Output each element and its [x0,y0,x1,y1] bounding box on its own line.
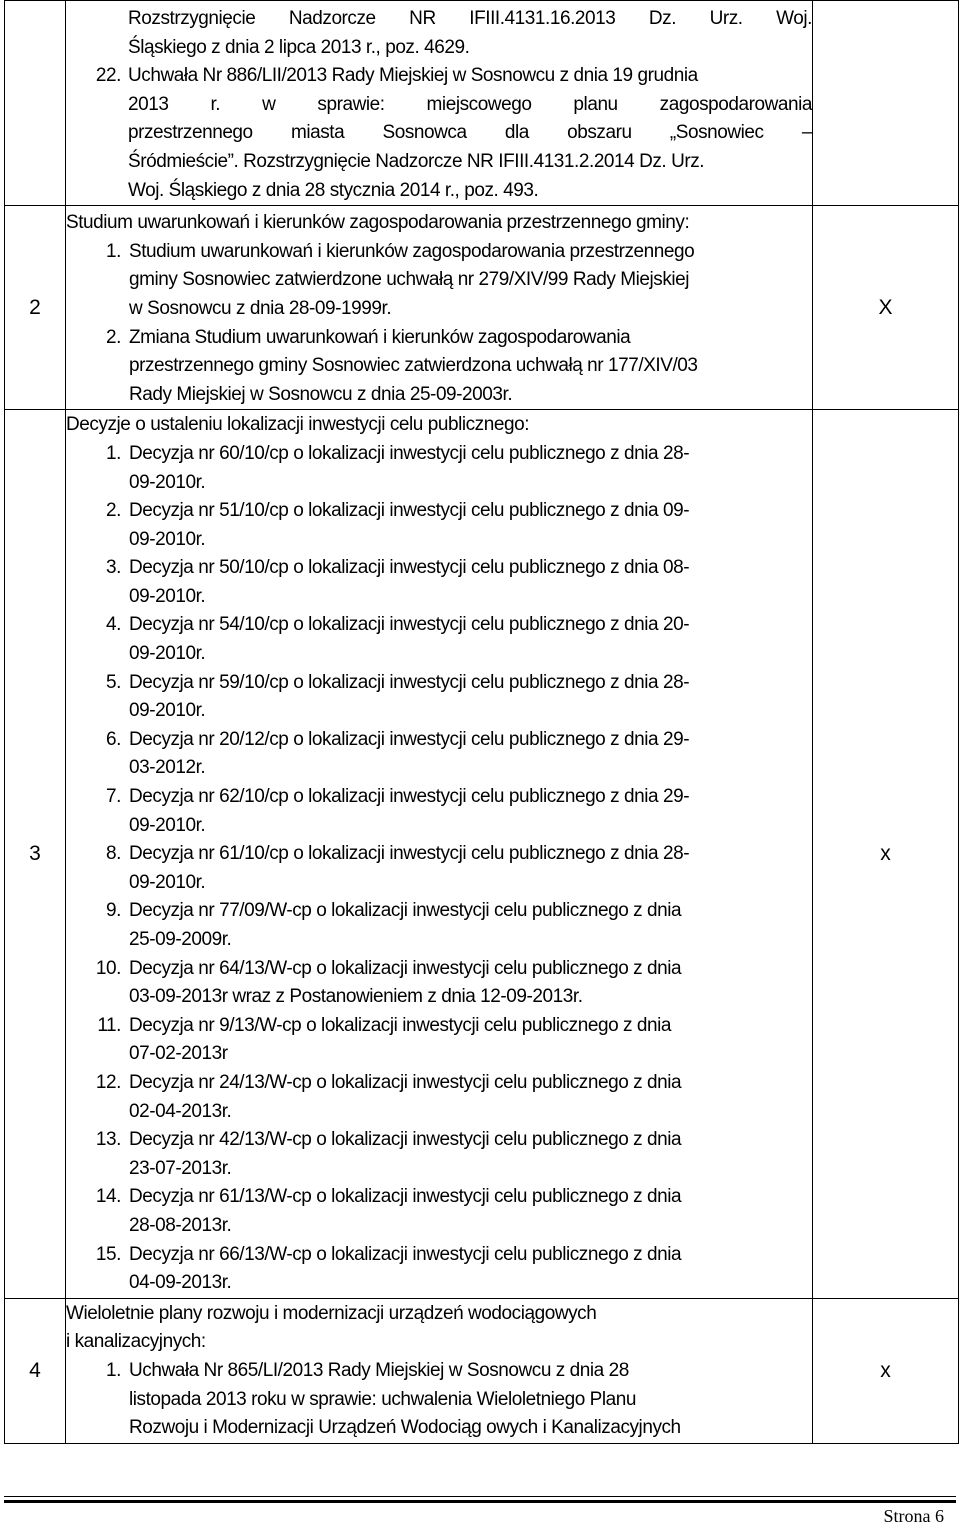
text-line: 09-2010r. [129,528,206,550]
text-line: przestrzennego gminy Sosnowiec zatwierdzona uchwałą nr 177/XIV/03 [129,355,698,377]
row-number-cell [5,1,66,206]
row-mark-cell [813,1,959,206]
table-row [5,1,959,206]
continuation-block [66,5,812,62]
list-item-number: 6. [106,728,121,750]
text-line: Rozstrzygnięcie Nadzorcze NR IFIII.4131.16.2013 Dz. Urz. Woj. [128,8,812,29]
list-item [66,62,812,91]
text-line: 03-2012r. [129,757,206,779]
list-item-text [129,440,812,497]
list-item-number: 2. [106,500,121,522]
table-row [5,1298,959,1443]
text-line: Decyzja nr 59/10/cp o lokalizacji inwestycji celu publicznego z dnia 28- [129,671,690,693]
list-item-number: 12. [95,1071,121,1093]
list-item-number: 10. [95,957,121,979]
list-item-number: 22. [95,65,121,87]
text-line: Uchwała Nr 886/LII/2013 Rady Miejskiej w Sosnowcu z dnia 19 grudnia [128,65,698,87]
text-line: 28-08-2013r. [129,1214,232,1236]
decisions-list [66,440,812,1298]
text-line: 23-07-2013r. [129,1157,232,1179]
text-line: Decyzja nr 42/13/W-cp o lokalizacji inwestycji celu publicznego z dnia [129,1129,682,1151]
list-item-number: 14. [95,1186,121,1208]
text-line: Woj. Śląskiego z dnia 28 stycznia 2014 r., poz. 493. [128,179,539,201]
text-line: Decyzja nr 54/10/cp o lokalizacji inwestycji celu publicznego z dnia 20- [129,614,690,636]
text-line: Rozwoju i Modernizacji Urządzeń Wodociąg owych i Kanalizacyjnych [129,1417,681,1439]
row-content-cell [66,1,813,206]
list-item [66,1012,812,1069]
list-item-continuation [66,91,812,205]
text-line: Wieloletnie plany rozwoju i modernizacji urządzeń wodociągowych [66,1302,597,1324]
row-mark-cell: X [813,206,959,410]
list-item [66,611,812,668]
text-line: Decyzja nr 9/13/W-cp o lokalizacji inwestycji celu publicznego z dnia [129,1014,672,1036]
text-line: Decyzja nr 77/09/W-cp o lokalizacji inwestycji celu publicznego z dnia [129,900,682,922]
text-line: Decyzja nr 50/10/cp o lokalizacji inwestycji celu publicznego z dnia 08- [129,557,690,579]
list-item-number: 1. [106,240,121,262]
page-number: Strona 6 [883,1506,944,1526]
text-line: 2013 r. w sprawie: miejscowego planu zagospodarowania [128,93,812,115]
footer-divider-thick [4,1500,956,1503]
list-item [66,1183,812,1240]
text-line: Rady Miejskiej w Sosnowcu z dnia 25-09-2003r. [129,383,513,405]
list-item-text [129,324,812,410]
list-item [66,1241,812,1298]
text-line: 09-2010r. [129,871,206,893]
list-item-text [129,726,812,783]
list-item-text [128,62,812,91]
list-item-text [129,554,812,611]
list-item-number: 5. [106,671,121,693]
text-line: w Sosnowcu z dnia 28-09-1999r. [129,297,392,319]
text-line: gminy Sosnowiec zatwierdzone uchwałą nr 279/XIV/99 Rady Miejskiej [129,269,690,291]
text-line: Decyzja nr 66/13/W-cp o lokalizacji inwestycji celu publicznego z dnia [129,1243,682,1265]
text-line: 04-09-2013r. [129,1272,232,1294]
text-line: 25-09-2009r. [129,929,232,950]
list-item-text [129,669,812,726]
text-line: Decyzja nr 24/13/W-cp o lokalizacji inwestycji celu publicznego z dnia [129,1071,682,1093]
footer-divider [4,1496,956,1497]
list-item-number: 11. [97,1014,121,1036]
text-line: 09-2010r. [129,643,206,665]
section-heading: Studium uwarunkowań i kierunków zagospodarowania przestrzennego gminy: [66,212,690,234]
list-item-text [129,238,812,324]
text-line: Uchwała Nr 865/LI/2013 Rady Miejskiej w Sosnowcu z dnia 28 [129,1359,629,1381]
text-line: Decyzja nr 61/10/cp o lokalizacji inwestycji celu publicznego z dnia 28- [129,843,690,865]
list-item-number: 1. [106,442,121,464]
list-item [66,840,812,897]
list-item [66,897,812,954]
list-item [66,238,812,324]
list-item-number: 15. [95,1243,121,1265]
list-item [66,1357,812,1443]
text-line: Zmiana Studium uwarunkowań i kierunków zagospodarowania [129,326,631,348]
list-item-text [129,840,812,897]
list-item [66,726,812,783]
list-item-number: 3. [106,557,121,579]
list-item [66,497,812,554]
list-item-text [129,897,812,954]
text-line: przestrzennego miasta Sosnowca dla obszaru „Sosnowiec – [128,122,812,144]
text-line: 09-2010r. [129,700,206,722]
table-row [5,410,959,1298]
row-content-cell [66,206,813,410]
row-number-cell: 3 [5,410,66,1298]
text-line: Decyzja nr 51/10/cp o lokalizacji inwestycji celu publicznego z dnia 09- [129,500,690,522]
section-heading: Decyzje o ustaleniu lokalizacji inwestycji celu publicznego: [66,414,530,436]
row-mark-cell: x [813,1298,959,1443]
document-table [4,0,959,1444]
list-item-text [129,611,812,668]
list-item [66,440,812,497]
list-item-text [129,1012,812,1069]
list-item-text [129,1069,812,1126]
list-item-text [129,955,812,1012]
row-number-cell: 4 [5,1298,66,1443]
list-item-text [129,497,812,554]
row-content-cell [66,1298,813,1443]
list-item-number: 4. [106,614,121,636]
text-line: 09-2010r. [129,471,206,493]
list-item-number: 2. [106,326,121,348]
list-item-number: 1. [106,1359,121,1381]
list-item-text [129,1241,812,1298]
text-line: Śląskiego z dnia 2 lipca 2013 r., poz. 4629. [128,36,470,58]
list-item-number: 8. [106,843,121,865]
row-mark-cell: x [813,410,959,1298]
list-item [66,1069,812,1126]
list-item-text [129,783,812,840]
text-line: Decyzja nr 61/13/W-cp o lokalizacji inwestycji celu publicznego z dnia [129,1186,682,1208]
text-line: 03-09-2013r wraz z Postanowieniem z dnia 12-09-2013r. [129,986,583,1008]
text-line: Studium uwarunkowań i kierunków zagospodarowania przestrzennego [129,240,695,262]
text-line: Decyzja nr 62/10/cp o lokalizacji inwestycji celu publicznego z dnia 29- [129,786,690,808]
list-item-number: 13. [95,1129,121,1151]
list-item-text [129,1183,812,1240]
list-item-number: 7. [106,786,121,808]
list-item [66,783,812,840]
text-line: 07-02-2013r [129,1043,228,1065]
row-number-cell: 2 [5,206,66,410]
list-item [66,955,812,1012]
text-line: 02-04-2013r. [129,1100,232,1122]
section-heading [66,1300,812,1357]
list-item-text [129,1357,812,1443]
text-line: listopada 2013 roku w sprawie: uchwalenia Wieloletniego Planu [129,1388,636,1410]
text-line: Decyzja nr 20/12/cp o lokalizacji inwestycji celu publicznego z dnia 29- [129,728,690,750]
row-content-cell [66,410,813,1298]
list-item-text [129,1126,812,1183]
text-line: 09-2010r. [129,814,206,836]
text-line: i kanalizacyjnych: [66,1331,206,1353]
text-line: 09-2010r. [129,585,206,607]
text-line: Decyzja nr 60/10/cp o lokalizacji inwestycji celu publicznego z dnia 28- [129,442,690,464]
list-item-number: 9. [106,900,121,922]
text-line: Śródmieście”. Rozstrzygnięcie Nadzorcze NR IFIII.4131.2.2014 Dz. Urz. [128,150,705,172]
list-item [66,554,812,611]
text-line: Decyzja nr 64/13/W-cp o lokalizacji inwestycji celu publicznego z dnia [129,957,682,979]
table-row [5,206,959,410]
list-item [66,1126,812,1183]
list-item [66,669,812,726]
list-item [66,324,812,410]
